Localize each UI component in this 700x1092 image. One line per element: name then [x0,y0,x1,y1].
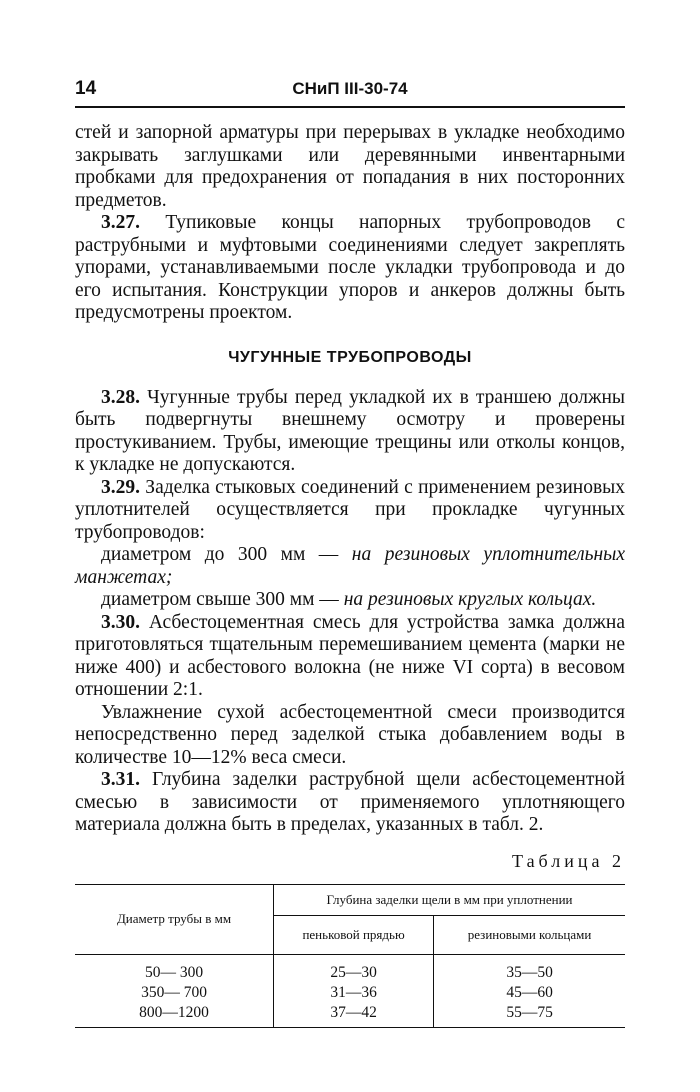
clause-text: Асбестоцементная смесь для устройства замка должна приготовляться тщательным перемешиванием цемента (марки не ниже 400) и асбестового волокна (не ниже VI сорта) в весовом отношении 2:1. [75,611,625,700]
depth-table [75,884,625,1028]
cell-hemp: 31—36 [274,983,434,1003]
column-header-diameter: Диаметр трубы в мм [75,884,274,954]
table-row [75,983,625,1003]
header-rule [75,106,625,108]
paragraph-3-27 [75,212,625,325]
clause-text: Тупиковые концы напорных трубопроводов с раструбными и муфтовыми соединениями следует закреплять упорами, устанавливаемыми после укладки трубопровода и до его испытания. Конструкции упоров и анкеров должны быть предусмотрены проектом. [75,212,625,323]
paragraph-3-30 [75,612,625,702]
list-item-emphasis: на резиновых круглых кольцах. [343,589,597,610]
column-header-depth-group: Глубина заделки щели в мм при уплотнении [274,884,626,915]
paragraph-3-28 [75,387,625,477]
page-number: 14 [75,78,97,99]
paragraph-3-30-continued: Увлажнение сухой асбестоцементной смеси производится непосредственно перед заделкой стыка добавлением воды в количестве 10—12% веса смеси. [75,701,625,768]
column-header-rubber: резиновыми кольцами [434,915,625,954]
running-title: СНиП III-30-74 [292,79,408,98]
cell-rubber: 45—60 [506,983,553,1001]
clause-text: Чугунные трубы перед укладкой их в траншею должны быть подвергнуты внешнему осмотру и проверены простукиванием. Трубы, имеющие трещины или отколы концов, к укладке не допускаются. [75,386,625,475]
list-item-diameter-over-300 [75,589,625,612]
table-row [75,1003,625,1028]
cell-hemp: 25—30 [274,954,434,983]
paragraph-3-29 [75,477,625,545]
cell-rubber: 35—50 [506,963,553,981]
document-page [75,78,625,1021]
table-caption: Таблица 2 [512,850,625,871]
cell-hemp: 37—42 [274,1003,434,1028]
clause-number: 3.29. [101,476,140,498]
clause-number: 3.31. [101,769,140,790]
clause-number: 3.30. [101,611,140,633]
page-body [75,122,625,1028]
column-header-hemp: пеньковой прядью [274,915,434,954]
list-item-diameter-up-to-300 [75,544,625,589]
clause-number: 3.27. [101,212,140,233]
clause-text: Глубина заделки раструбной щели асбестоцементной смесью в зависимости от применяемого уплотняющего материала должна быть в пределах, указанных в табл. 2. [75,769,625,835]
clause-text: Заделка стыковых соединений с применением резиновых уплотнителей осуществляется при прокладке чугунных трубопроводов: [75,476,625,543]
cell-diameter: 350— 700 [75,983,274,1003]
cell-rubber: 55—75 [434,1003,625,1028]
list-item-lead: диаметром до 300 мм — [101,544,352,565]
table-row [75,954,625,983]
list-item-emphasis: на резиновых уплотнительных манжетах; [75,544,625,588]
page-header [75,78,625,104]
list-item-lead: диаметром свыше 300 мм — [101,589,344,610]
clause-number: 3.28. [101,386,140,408]
paragraph-3-31 [75,769,625,837]
cell-diameter: 800—1200 [75,1003,274,1028]
section-title: ЧУГУННЫЕ ТРУБОПРОВОДЫ [228,348,472,366]
paragraph-continuation: стей и запорной арматуры при перерывах в укладке необходимо закрывать заглушками или деревянными инвентарными пробками для предохранения от попадания в них посторонних предметов. [75,122,625,211]
cell-diameter: 50— 300 [75,954,274,983]
